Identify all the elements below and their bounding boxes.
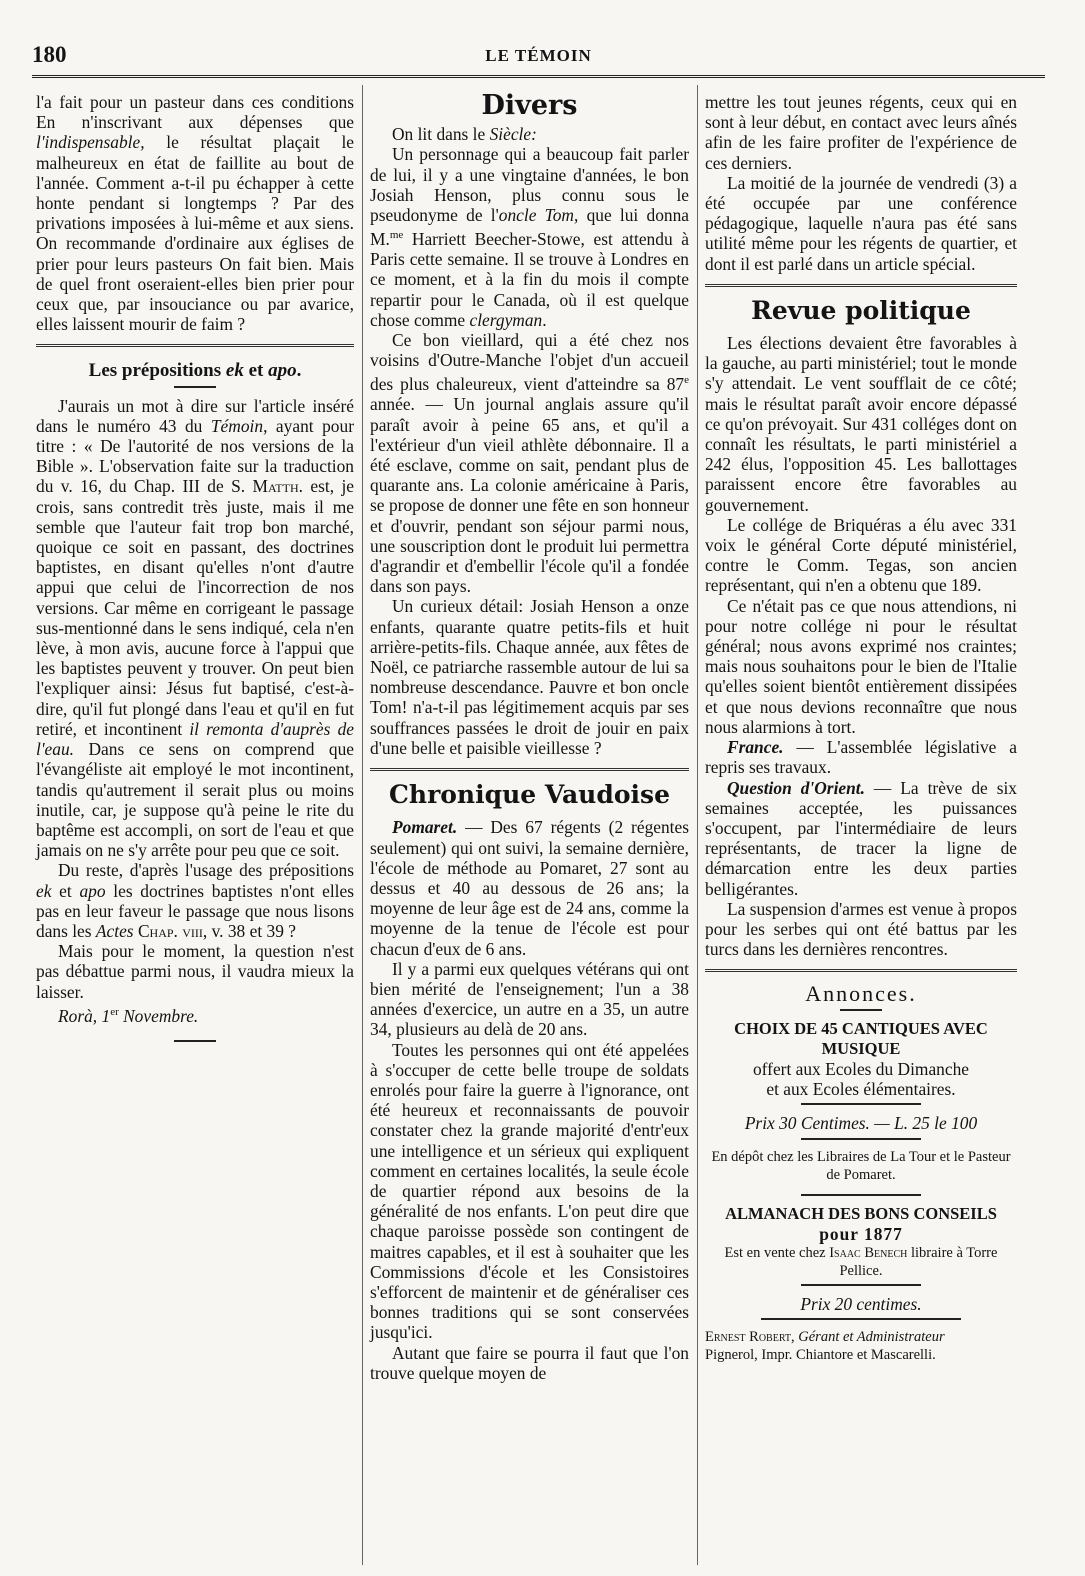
section-divider: [705, 969, 1017, 972]
column-separator: [697, 85, 698, 1565]
page-number: 180: [32, 42, 67, 67]
title-rule: [840, 1009, 882, 1011]
paragraph: La suspension d'armes est venue à propos pour les serbes qui ont été battus par les turcs dans les dernières rencontres.: [705, 898, 1018, 960]
ad-rule: [801, 1284, 921, 1286]
ad-almanach-sale: Est en vente chez Isaac Benech libraire à Torre Pellice.: [724, 1244, 998, 1279]
paragraph: Autant que faire se pourra il faut que l'on trouve quelque moyen de: [370, 1342, 689, 1383]
paragraph: Du reste, d'après l'usage des prépositions ek et apo les doctrines baptistes n'ont elles pas en leur faveur le passage que nous lisons dans les Actes Chap. viii, v. 38 et 39 ?: [36, 860, 354, 941]
ad-almanach-title: ALMANACH DES BONS CONSEILS: [725, 1203, 997, 1223]
ad-almanach-year: pour 1877: [819, 1223, 903, 1244]
paragraph-france: France. — L'assemblée législative a repris ses travaux.: [705, 737, 1017, 778]
paragraph: Ce bon vieillard, qui a été chez nos voisins d'Outre-Manche l'objet d'un accueil des plus chaleureux, vient d'atteindre sa 87e année. — Un journal anglais assure qu'il paraît avoir à peine 65 ans, et qu'il a l'extérieur d'un vieil athlète débonnaire. Il a été esclave, comme on sait, pendant plus de quarante ans. La colonie américaine à Paris, se propose de donner une fête en son honneur et d'ouvrir, pendant son séjour parmi nous, une souscription dont le produit lui permettra d'agrandir et d'embellir l'école qu'il a fondée dans son pays.: [370, 330, 689, 597]
imprint-gerant: Ernest Robert, Gérant et Administrateur: [705, 1329, 945, 1346]
imprint-printer: Pignerol, Impr. Chiantore et Mascarelli.: [705, 1347, 936, 1364]
paragraph: Un curieux détail: Josiah Henson a onze enfants, quarante quatre petits-fils et huit arrière-petits-fils. Chaque année, aux fêtes de Noël, ce patriarche rassemble autour de lui sa nombreuse descendance. Pauvre et bon oncle Tom! n'a-t-il pas légitimement acquis par ses souffrances passées le droit de jouir en paix d'une belle et paisible vieillesse ?: [370, 596, 689, 758]
paragraph: Mais pour le moment, la question n'est pas débattue parmi nous, il vaudra mieux la laisser.: [36, 941, 354, 1002]
column-right: [705, 92, 1017, 1364]
ad-rule: [801, 1103, 921, 1105]
paragraph: Pomaret. — Des 67 régents (2 régentes seulement) qui ont suivi, la semaine dernière, l'école de méthode au Pomaret, 27 sont au dessus et 40 au dessous de 26 ans; la moyenne de leur âge est de 24 ans, comme la moyenne de la tenue de l'école est pour chacun d'eux de 6 ans.: [370, 817, 689, 959]
paragraph-orient: Question d'Orient. — La trève de six semaines acceptée, les puissances s'occupent, par l'intermédiaire de leurs représentants, de tracer la ligne de démarcation entre les deux parties belligérantes.: [705, 777, 1017, 899]
title-rule: [174, 386, 216, 388]
intro-paragraph: l'a fait pour un pasteur dans ces conditions En n'inscrivant aux dépenses que l'indispensable, le résultat plaçait le malheureux en état de faillite au bout de l'année. Comment a-t-il pu échapper à cette honte pendant si longtemps ? Par des privations imposées à lui-même et aux siens. On recommande d'ordinaire aux églises de prier pour leurs pasteurs On fait bien. Mais de quel front oseraient-elles bien prier pour ceux que, par insouciance ou par avarice, elles laissent mourir de faim ?: [36, 92, 354, 335]
paragraph: Le collége de Briquéras a élu avec 331 voix le général Corte député ministériel, contre le Comm. Tegas, son ancien représentant, qui n'en a obtenu que 189.: [705, 514, 1017, 596]
paragraph: mettre les tout jeunes régents, ceux qui en sont à leur début, en contact avec leurs aînés afin de les faire profiter de l'expérience de ces derniers.: [705, 92, 1017, 173]
section-divider: [370, 768, 689, 771]
ad-rule: [801, 1138, 921, 1140]
column-middle: [370, 92, 689, 1383]
section-divider: [705, 284, 1017, 287]
ad-cantiques-line: offert aux Ecoles du Dimanche: [752, 1058, 969, 1079]
source-line: On lit dans le Siècle:: [392, 124, 537, 145]
section-divider: [36, 344, 354, 347]
section-title-prepositions: Les prépositions ek et apo.: [88, 360, 302, 382]
section-title-revue: Revue politique: [751, 295, 971, 325]
ad-almanach-price: Prix 20 centimes.: [800, 1293, 922, 1314]
newspaper-title: LE TÉMOIN: [485, 46, 592, 65]
ad-cantiques-depot: En dépôt chez les Libraires de La Tour et le Pasteur de Pomaret.: [711, 1148, 1011, 1183]
end-rule: [174, 1040, 216, 1042]
header-rule: [32, 75, 1045, 78]
section-title-divers: Divers: [481, 90, 578, 121]
paragraph: La moitié de la journée de vendredi (3) a été occupée par une conférence pédagogique, laquelle n'aura pas été sans utilité même pour les régents de quartier, et dont il est parlé dans un article spécial.: [705, 172, 1017, 274]
section-title-annonces: Annonces.: [805, 981, 917, 1007]
paragraph: Il y a parmi eux quelques vétérans qui ont bien mérité de l'enseignement; l'un a 38 années d'exercice, un autre en a 35, un autre 34, plusieurs au delà de 20 ans.: [370, 958, 689, 1040]
column-separator: [362, 85, 363, 1565]
signature: Rorà, 1er Novembre.: [58, 1005, 199, 1026]
paragraph: Un personnage qui a beaucoup fait parler de lui, il y a une vingtaine d'années, le bon Josiah Henson, plus connu sous le pseudonyme de l'oncle Tom, que lui donna M.$^{me}$ Harriett Beecher-Stowe, est attendu à Paris cette semaine. Il se trouve à Londres en ce moment, et à la fin du mois il compte repartir pour le Canada, où il est quelque chose comme clergyman.: [370, 144, 689, 330]
ad-cantiques-line: et aux Ecoles élémentaires.: [766, 1079, 956, 1100]
paragraph: Toutes les personnes qui ont été appelées à s'occuper de cette belle troupe de soldats enrolés pour faire la guerre à l'ignorance, ont été heureux et reconnaissants de pouvoir constater chez la grande majorité d'entr'eux une intelligence et un sérieux qui expliquent comment en certaines localités, la seule école de quartier répond aux besoins de la généralité de nos enfants. L'on peut dire que chaque paroisse possède son contingent de maitres capables, et il est à souhaiter que les Commissions d'école et les Consistoires s'efforcent de maintenir et de généraliser ces bonnes traditions qui se sont conservées jusqu'ici.: [370, 1039, 689, 1343]
ad-cantiques-price: Prix 30 Centimes. — L. 25 le 100: [744, 1113, 978, 1134]
column-left: [36, 92, 354, 1050]
ad-rule: [761, 1318, 961, 1320]
paragraph: Les élections devaient être favorables à la gauche, au parti ministériel; tout le monde s'y attendait. Le vent soufflait de ce côté; mais le résultat paraît avoir encore dépassé ce qu'on prévoyait. Sur 431 colléges dont on connaît les résultats, le parti ministériel a 242 élus, l'opposition 45. Les ballottages paraissent encore être favorables au gouvernement.: [705, 333, 1017, 515]
paragraph: J'aurais un mot à dire sur l'article inséré dans le numéro 43 du Témoin, ayant pour titre : « De l'autorité de nos versions de la Bible ». L'observation faite sur la traduction du v. 16, du Chap. III de S. Matth. est, je crois, sans contredit très juste, mais il me semble que l'auteur fait trop bon marché, quoique ce soit en passant, des doctrines baptistes, en disant qu'elles n'ont d'autre appui que celui de l'incorrection de nos versions. Car même en corrigeant le passage sus-mentionné dans le sens indiqué, cela n'en lève, à mon avis, aucune force à l'appui que les baptistes peuvent y trouver. On peut bien l'expliquer ainsi: Jésus fut baptisé, c'est-à-dire, qu'il fut plongé dans l'eau et qu'il en fut retiré, et incontinent il remonta d'auprès de l'eau. Dans ce sens on comprend que l'évangéliste ait employé le mot incontinent, tandis qu'autrement il serait plus ou moins inutile, car, je suppose qu'à peine le rite du baptême est accompli, on sort de l'eau et que jamais on ne s'y arrête pour peu que ce soit.: [36, 395, 354, 861]
ad-rule: [801, 1194, 921, 1196]
page-header: [32, 38, 1045, 78]
ad-cantiques-title: CHOIX DE 45 CANTIQUES AVEC MUSIQUE: [734, 1018, 988, 1058]
section-title-chronique: Chronique Vaudoise: [389, 780, 670, 810]
paragraph: Ce n'était pas ce que nous attendions, ni pour notre collége ni pour le résultat général; nous avons exprimé nos craintes; mais nous souhaitons pour le bien de l'Italie qu'elles soient bientôt entièrement dissipées et que nous devions reconnaître que nous nous alarmions à tort.: [705, 595, 1017, 737]
